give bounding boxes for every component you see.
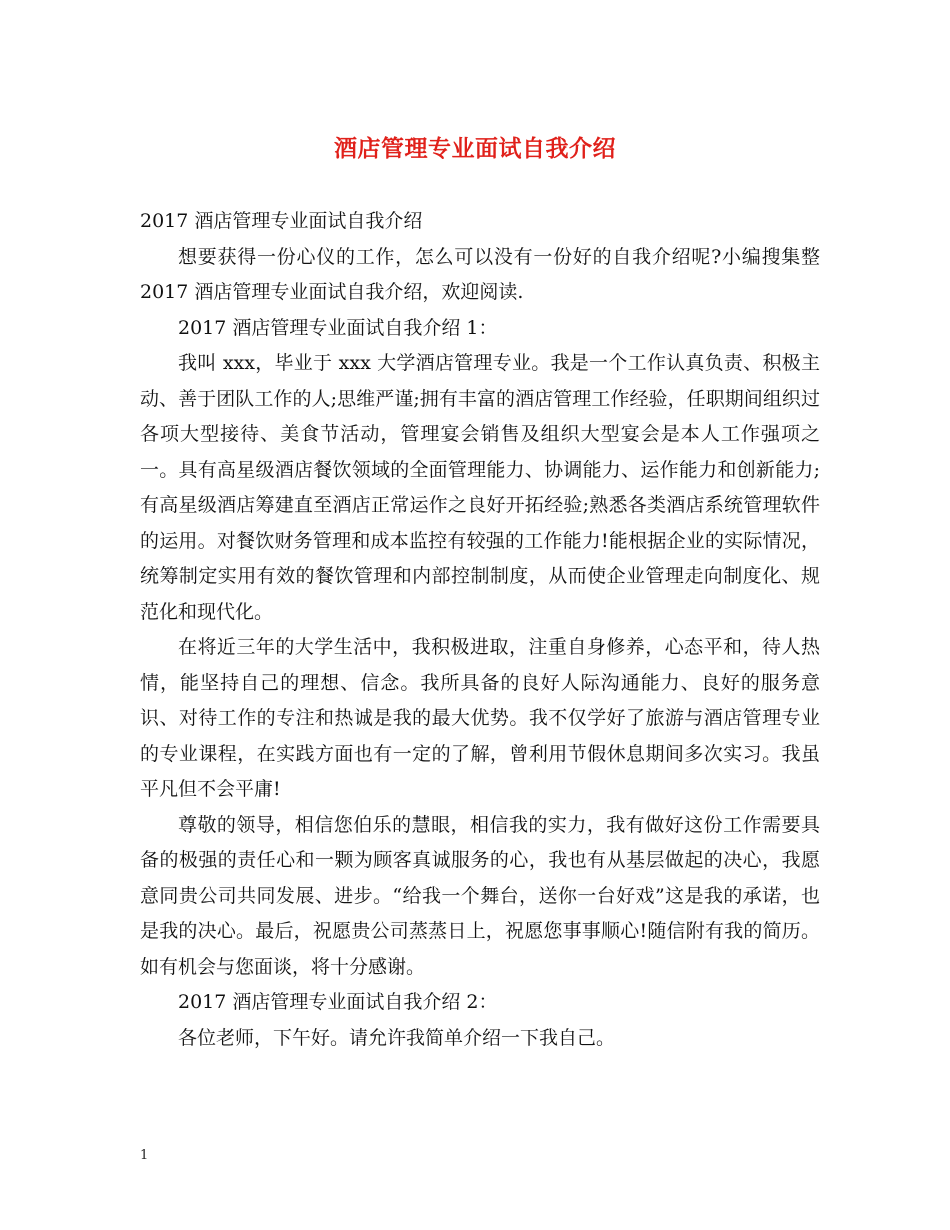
body-paragraph: 我叫 xxx，毕业于 xxx 大学酒店管理专业。我是一个工作认真负责、积极主动、善于团队工作的人;思维严谨;拥有丰富的酒店管理工作经验，任职期间组织过各项大型接待、美食节活动，管理宴会销售及组织大型宴会是本人工作强项之一。具有高星级酒店餐饮领域的全面管理能力、协调能力、运作能力和创新能力;有高星级酒店筹建直至酒店正常运作之良好开拓经验;熟悉各类酒店系统管理软件的运用。对餐饮财务管理和成本监控有较强的工作能力!能根据企业的实际情况，统筹制定实用有效的餐饮管理和内部控制制度，从而使企业管理走向制度化、规范化和现代化。: [140, 352, 820, 623]
body-paragraph: 各位老师，下午好。请允许我简单介绍一下我自己。: [178, 1026, 616, 1049]
subtitle-paragraph: 2017 酒店管理专业面试自我介绍: [140, 210, 423, 232]
body-paragraph: 尊敬的领导，相信您伯乐的慧眼，相信我的实力，我有做好这份工作需要具备的极强的责任心和一颗为顾客真诚服务的心，我也有从基层做起的决心，我愿意同贵公司共同发展、进步。“给我一个舞台，送你一台好戏”这是我的承诺，也是我的决心。最后，祝愿贵公司蒸蒸日上，祝愿您事事顺心!随信附有我的简历。如有机会与您面谈，将十分感谢。: [140, 813, 820, 978]
section-heading-2: 2017 酒店管理专业面试自我介绍 2：: [178, 991, 498, 1013]
page-number: 1: [140, 1148, 149, 1163]
body-paragraph: 在将近三年的大学生活中，我积极进取，注重自身修养，心态平和，待人热情，能坚持自己的理想、信念。我所具备的良好人际沟通能力、良好的服务意识、对待工作的专注和热诚是我的最大优势。我不仅学好了旅游与酒店管理专业的专业课程，在实践方面也有一定的了解，曾利用节假休息期间多次实习。我虽平凡但不会平庸!: [140, 636, 820, 800]
section-heading-1: 2017 酒店管理专业面试自我介绍 1：: [178, 316, 498, 339]
document-body: [140, 204, 820, 1056]
document-title: 酒店管理专业面试自我介绍: [334, 135, 616, 162]
intro-paragraph: 想要获得一份心仪的工作，怎么可以没有一份好的自我介绍呢?小编搜集整 2017 酒店管理专业面试自我介绍，欢迎阅读.: [140, 245, 820, 303]
